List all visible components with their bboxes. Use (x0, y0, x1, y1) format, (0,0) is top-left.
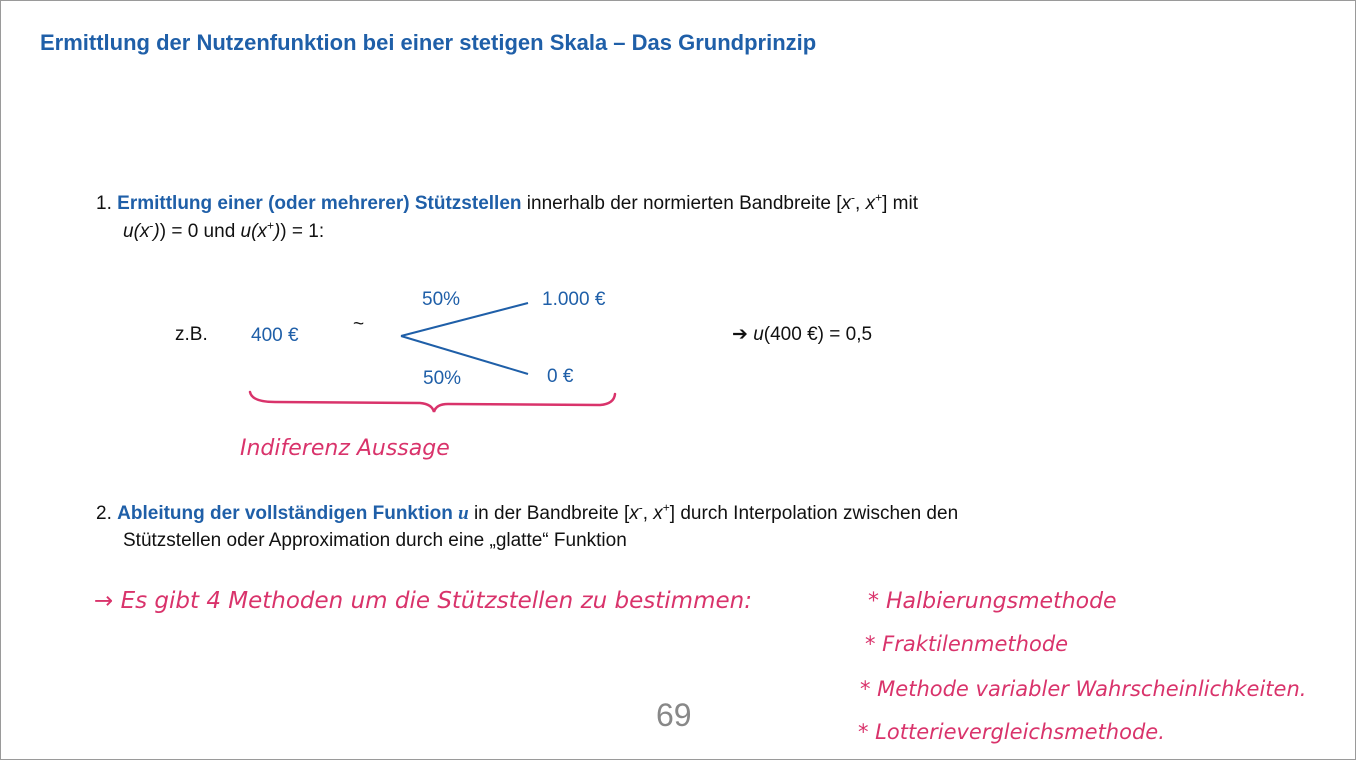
step1-heading: Ermittlung einer (oder mehrerer) Stützstellen (117, 193, 522, 214)
step2-number: 2. (96, 503, 112, 524)
outcome-top: 1.000 € (542, 289, 606, 310)
lottery-branch-top (401, 303, 528, 336)
step2-line1: 2. Ableitung der vollständigen Funktion u in der Bandbreite [x-, x+] durch Interpolation zwischen den (96, 500, 959, 524)
slide-title: Ermittlung der Nutzenfunktion bei einer stetigen Skala – Das Grundprinzip (40, 30, 817, 55)
method-item: * Fraktilenmethode (865, 632, 1069, 656)
step2-line2: Stützstellen oder Approximation durch eine „glatte“ Funktion (123, 530, 627, 551)
probability-bottom: 50% (423, 368, 462, 389)
step1-line2: u(x-)) = 0 und u(x+)) = 1: (123, 218, 325, 242)
page-number: 69 (656, 697, 692, 733)
lottery-branch-bottom (401, 336, 528, 374)
step1-line1: 1. Ermittlung einer (oder mehrerer) Stützstellen innerhalb der normierten Bandbreite [x-, x+] mit (96, 190, 918, 214)
step1-number: 1. (96, 193, 112, 214)
result: ➔ u(400 €) = 0,5 (732, 324, 873, 345)
handwritten-methods-intro: → Es gibt 4 Methoden um die Stützstellen zu bestimmen: (94, 588, 752, 614)
probability-top: 50% (422, 289, 461, 310)
indifference-tilde: ~ (353, 314, 365, 335)
step1-text: innerhalb der normierten Bandbreite [ (521, 193, 842, 214)
curly-brace (250, 392, 615, 412)
result-arrow-icon: ➔ (732, 324, 748, 345)
method-item: * Lotterievergleichsmethode. (858, 720, 1165, 744)
method-item: * Methode variabler Wahrscheinlichkeiten. (860, 677, 1307, 701)
outcome-bottom: 0 € (547, 366, 574, 387)
step2-heading: Ableitung der vollständigen Funktion (117, 503, 453, 524)
example-label: z.B. (175, 324, 208, 345)
handwritten-indifference: Indiferenz Aussage (240, 436, 450, 461)
certain-amount: 400 € (251, 325, 299, 346)
method-item: * Halbierungsmethode (868, 589, 1117, 614)
